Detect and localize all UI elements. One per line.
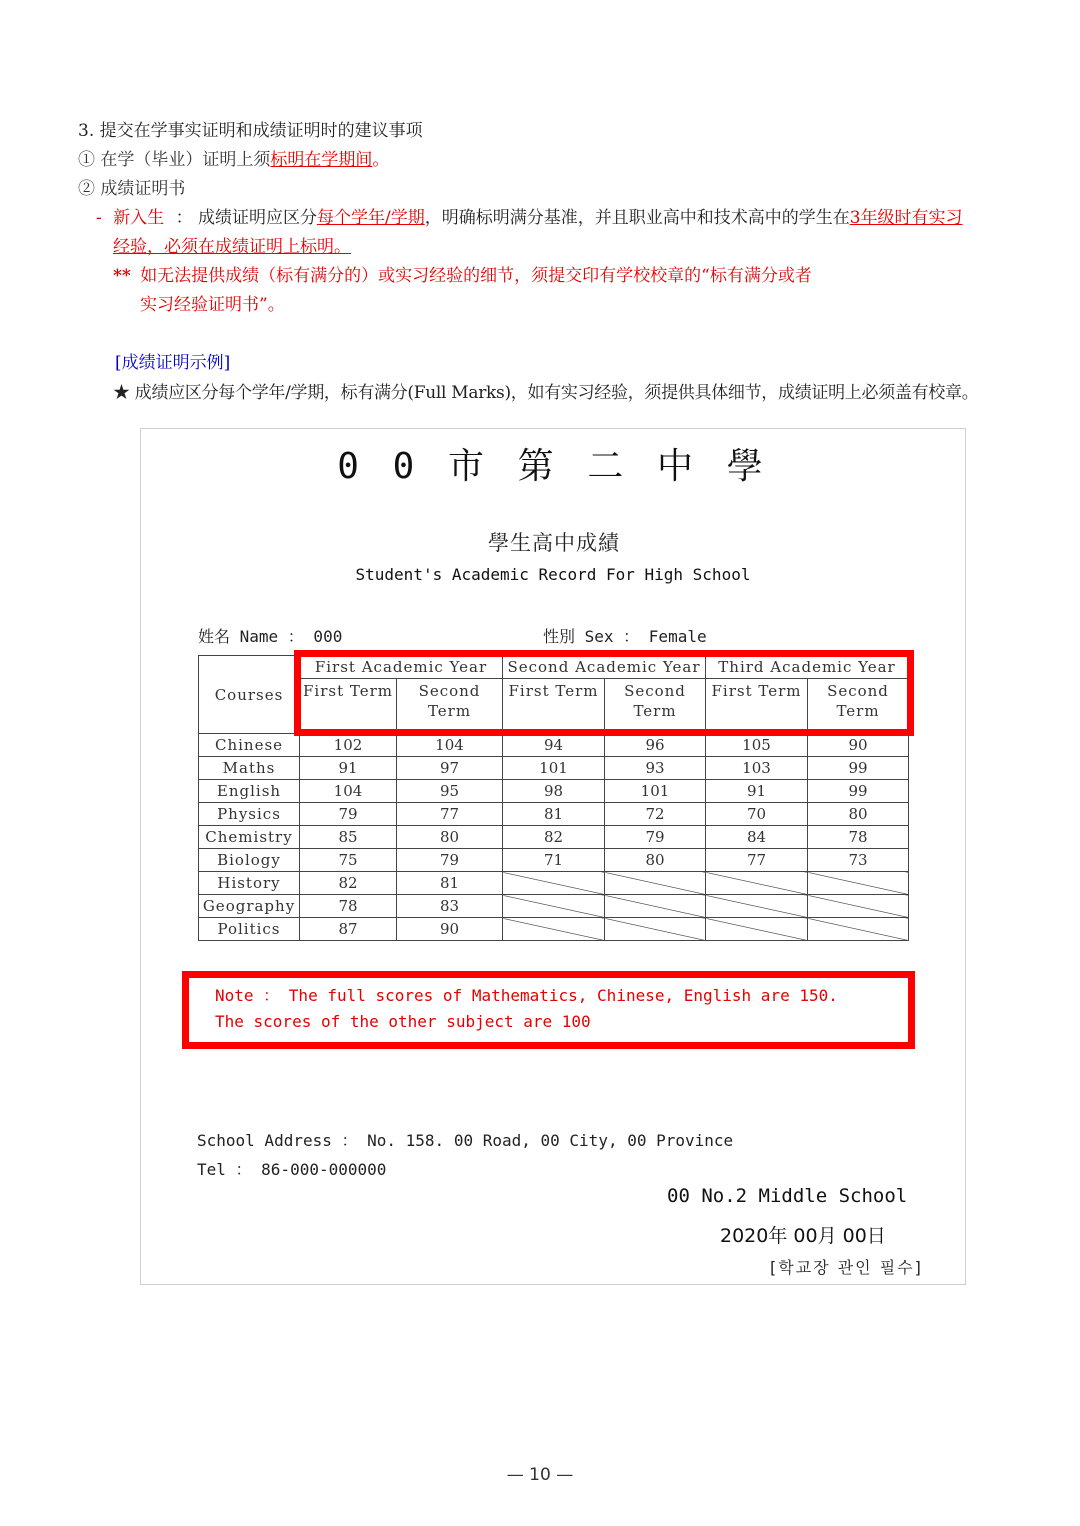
empty-score-cell [808, 895, 909, 918]
score-cell: 102 [300, 734, 397, 757]
school-address: School Address ： No. 158. 00 Road, 00 City, 00 Province [197, 1131, 734, 1150]
note-text-1: 如无法提供成绩（标有满分的）或实习经验的细节，须提交印有学校校章的“标有满分或者 [140, 266, 812, 286]
term-header: First Term [300, 679, 397, 734]
score-cell: 79 [605, 826, 706, 849]
empty-score-cell [808, 872, 909, 895]
courses-header: Courses [199, 656, 300, 734]
section-title: 3. 提交在学事实证明和成绩证明时的建议事项 [78, 121, 423, 141]
score-cell: 77 [397, 803, 503, 826]
stamp-note: [학교장 관인 필수] [770, 1258, 923, 1277]
score-cell: 73 [808, 849, 909, 872]
course-name: Chemistry [199, 826, 300, 849]
certificate-title-en: Student's Academic Record For High School [355, 565, 751, 584]
course-name: Biology [199, 849, 300, 872]
empty-score-cell [503, 918, 605, 941]
page-number: — 10 — [506, 1465, 574, 1485]
example-note: ★ 成绩应区分每个学年/学期，标有满分(Full Marks)，如有实习经验，须提供具体细节，成绩证明上必须盖有校章。 [113, 383, 979, 403]
full-score-note-2: The scores of the other subject are 100 [215, 1012, 591, 1031]
empty-score-cell [503, 872, 605, 895]
note-line-1 [113, 261, 812, 286]
score-cell: 83 [397, 895, 503, 918]
empty-score-cell [808, 918, 909, 941]
score-cell: 93 [605, 757, 706, 780]
note-line-2: 实习经验证明书”。 [140, 295, 285, 315]
line1-a: 成绩证明应区分 [197, 208, 317, 228]
colon: ： [175, 208, 193, 228]
empty-score-cell [706, 918, 808, 941]
table-row [199, 849, 909, 872]
score-cell: 87 [300, 918, 397, 941]
score-cell: 105 [706, 734, 808, 757]
score-cell: 81 [397, 872, 503, 895]
school-tel: Tel ： 86-000-000000 [197, 1160, 387, 1179]
course-name: Maths [199, 757, 300, 780]
score-cell: 70 [706, 803, 808, 826]
score-cell: 82 [300, 872, 397, 895]
course-name: Physics [199, 803, 300, 826]
score-cell: 78 [808, 826, 909, 849]
school-name-cn: 0 0 市 第 二 中 學 [337, 446, 769, 487]
table-row [199, 918, 909, 941]
table-row [199, 895, 909, 918]
course-name: English [199, 780, 300, 803]
term-header: First Term [503, 679, 605, 734]
line1-b: ，明确标明满分基准，并且职业高中和技术高中的学生在 [424, 208, 850, 228]
score-cell: 75 [300, 849, 397, 872]
score-cell: 84 [706, 826, 808, 849]
score-cell: 91 [300, 757, 397, 780]
score-cell: 104 [300, 780, 397, 803]
score-cell: 78 [300, 895, 397, 918]
table-row [199, 872, 909, 895]
score-cell: 97 [397, 757, 503, 780]
item-1-prefix: ① 在学（毕业）证明上须 [78, 150, 271, 170]
grade-rows [199, 734, 909, 941]
table-row [199, 780, 909, 803]
score-cell: 96 [605, 734, 706, 757]
score-cell: 90 [808, 734, 909, 757]
score-cell: 85 [300, 826, 397, 849]
score-cell: 80 [605, 849, 706, 872]
score-cell: 80 [808, 803, 909, 826]
year-3-header: Third Academic Year [706, 656, 909, 679]
student-sex: 性別 Sex ： Female [543, 627, 707, 646]
score-cell: 99 [808, 757, 909, 780]
score-cell: 91 [706, 780, 808, 803]
score-cell: 79 [397, 849, 503, 872]
year-2-header: Second Academic Year [503, 656, 706, 679]
score-cell: 95 [397, 780, 503, 803]
score-cell: 101 [503, 757, 605, 780]
school-name-en: 00 No.2 Middle School [667, 1185, 908, 1207]
issue-date: 2020年 00月 00日 [720, 1225, 886, 1247]
score-cell: 72 [605, 803, 706, 826]
new-student-line-1 [96, 203, 963, 228]
certificate-title-cn: 學生高中成績 [488, 531, 620, 555]
score-cell: 80 [397, 826, 503, 849]
score-cell: 94 [503, 734, 605, 757]
new-student-label: 新入生 [113, 208, 165, 228]
score-cell: 81 [503, 803, 605, 826]
table-row [199, 803, 909, 826]
empty-score-cell [706, 872, 808, 895]
item-1 [78, 145, 389, 170]
score-cell: 90 [397, 918, 503, 941]
note-stars: ** [113, 266, 131, 286]
score-cell: 99 [808, 780, 909, 803]
item-1-suffix: 。 [372, 150, 390, 170]
term-header: Second Term [397, 679, 503, 734]
term-header: Second Term [808, 679, 909, 734]
empty-score-cell [605, 918, 706, 941]
bullet-dash: - [96, 208, 102, 228]
full-score-note-1: Note ： The full scores of Mathematics, Chinese, English are 150. [215, 986, 838, 1005]
new-student-line-2: 经验，必须在成绩证明上标明。 [113, 237, 351, 257]
course-name: History [199, 872, 300, 895]
header-highlight-box [294, 650, 914, 736]
term-header: First Term [706, 679, 808, 734]
score-cell: 77 [706, 849, 808, 872]
course-name: Politics [199, 918, 300, 941]
empty-score-cell [503, 895, 605, 918]
table-row [199, 734, 909, 757]
student-name: 姓名 Name ： 000 [198, 627, 343, 646]
item-1-highlight: 标明在学期间 [270, 150, 373, 170]
course-name: Geography [199, 895, 300, 918]
example-title: [成绩证明示例] [115, 353, 231, 373]
empty-score-cell [706, 895, 808, 918]
course-name: Chinese [199, 734, 300, 757]
score-cell: 104 [397, 734, 503, 757]
empty-score-cell [605, 895, 706, 918]
year-1-header: First Academic Year [300, 656, 503, 679]
empty-score-cell [605, 872, 706, 895]
score-cell: 101 [605, 780, 706, 803]
table-row [199, 757, 909, 780]
score-cell: 71 [503, 849, 605, 872]
score-cell: 79 [300, 803, 397, 826]
score-cell: 98 [503, 780, 605, 803]
line1-highlight: 每个学年/学期 [316, 208, 425, 228]
score-cell: 82 [503, 826, 605, 849]
term-header: Second Term [605, 679, 706, 734]
line1-highlight-2: 3年级时有实习 [849, 208, 963, 228]
score-cell: 103 [706, 757, 808, 780]
item-2: ② 成绩证明书 [78, 179, 186, 199]
table-row [199, 826, 909, 849]
